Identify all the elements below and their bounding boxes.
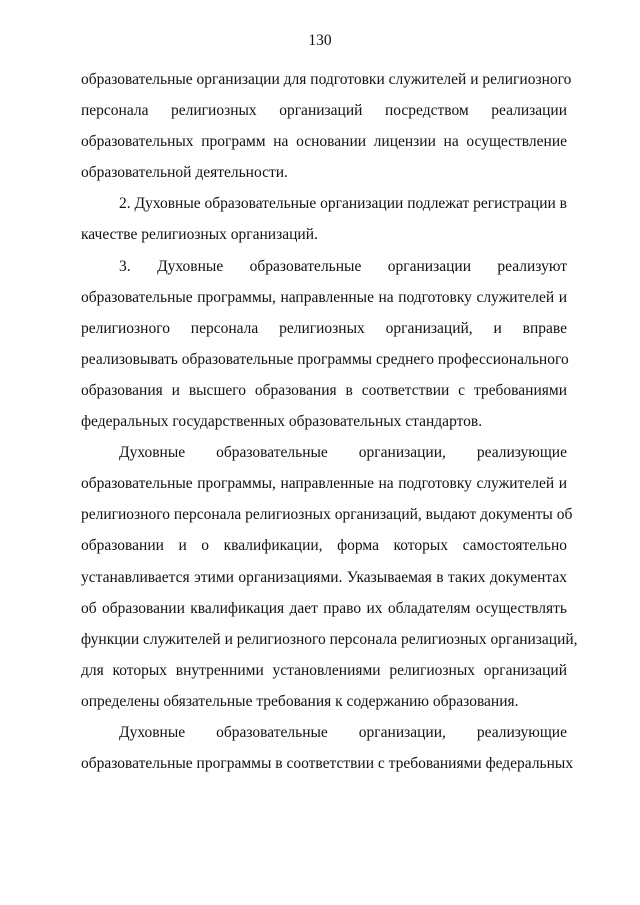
text-line: определены обязательные требования к содержанию образования. (81, 692, 519, 710)
text-line: реализовывать образовательные программы среднего профессионального (81, 350, 569, 368)
text-line: качестве религиозных организаций. (81, 226, 318, 244)
text-line: Духовные образовательные организации, реализующие (119, 444, 567, 462)
page-number: 130 (308, 32, 332, 49)
text-line: персонала религиозных организаций посредством реализации (81, 102, 567, 120)
text-line: образовательные программы, направленные на подготовку служителей и (81, 288, 567, 306)
paragraph-3 (81, 251, 567, 438)
text-line: образовательные программы, направленные на подготовку служителей и (81, 475, 567, 493)
text-line: образовании и о квалификации, форма которых самостоятельно (81, 537, 567, 555)
text-line: федеральных государственных образовательных стандартов. (81, 413, 483, 431)
text-line: религиозного персонала религиозных организаций, выдают документы об (81, 506, 573, 524)
paragraph-1 (81, 64, 572, 188)
text-line: образовательных программ на основании лицензии на осуществление (81, 133, 567, 151)
paragraph-5 (81, 717, 574, 779)
text-line: для которых внутренними установлениями религиозных организаций (81, 661, 567, 679)
text-line: образовательные организации для подготовки служителей и религиозного (81, 71, 572, 88)
text-line: образовательной деятельности. (81, 164, 288, 182)
text-line: религиозного персонала религиозных организаций, и вправе (81, 319, 567, 337)
text-line: функции служителей и религиозного персонала религиозных организаций, (81, 630, 578, 648)
text-line: об образовании квалификация дает право их обладателям осуществлять (81, 599, 567, 617)
document-body (81, 64, 578, 779)
text-line: 3. Духовные образовательные организации реализуют (119, 257, 567, 275)
paragraph-4 (81, 437, 578, 717)
text-line: образовательные программы в соответствии с требованиями федеральных (81, 755, 574, 773)
paragraph-2 (81, 188, 567, 250)
text-line: 2. Духовные образовательные организации подлежат регистрации в (119, 195, 567, 213)
text-line: образования и высшего образования в соответствии с требованиями (81, 381, 567, 399)
text-line: устанавливается этими организациями. Указываемая в таких документах (81, 568, 567, 586)
text-line: Духовные образовательные организации, реализующие (119, 723, 567, 741)
